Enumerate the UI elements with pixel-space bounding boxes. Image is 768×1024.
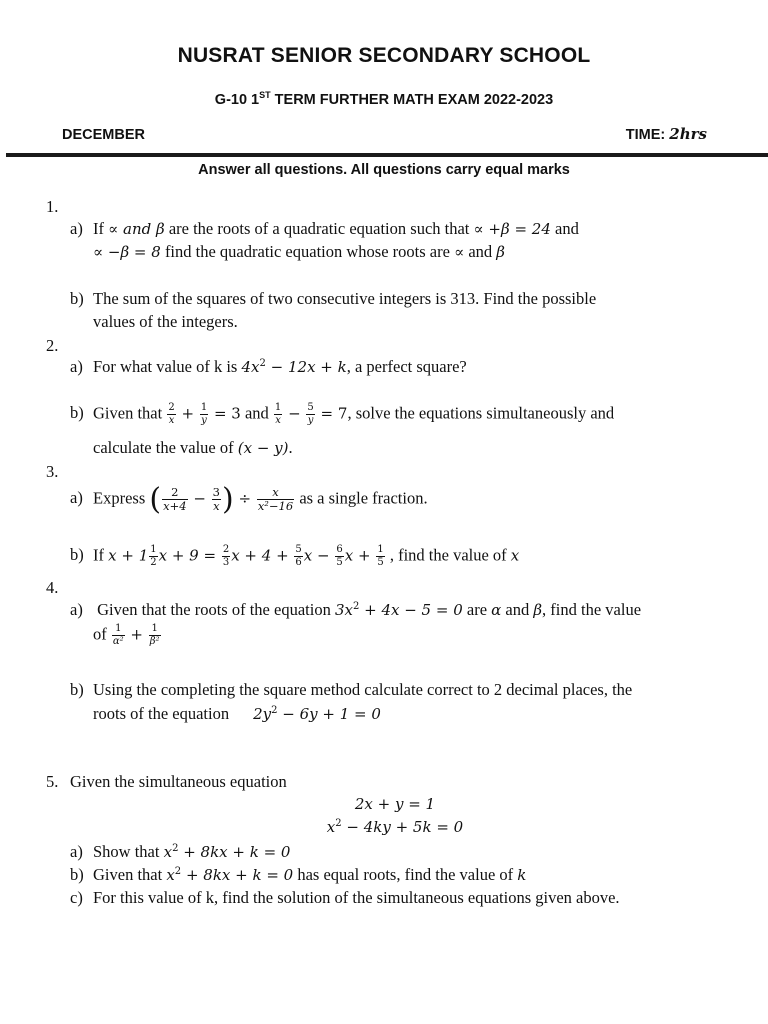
question-part-continued: calculate the value of (x − y). (93, 438, 293, 457)
header-divider (6, 153, 768, 157)
question-part: a) If ∝ and β are the roots of a quadratic equation such that ∝ +β = 24 and (70, 219, 579, 238)
question-number: 4. (46, 578, 59, 597)
question-number: 3. (46, 462, 59, 481)
question-number: 2. (46, 336, 59, 355)
question-part: b) The sum of the squares of two consecutive integers is 313. Find the possible (70, 289, 597, 308)
question-part-continued: ∝ −β = 8 find the quadratic equation whose roots are ∝ and β (93, 242, 505, 261)
question-part: a) Express ( $\frac{2}{x+4}$ − $\frac{3}{x}$ ) ÷ $\frac{x}{\text{x²−16}}$ as a single fraction. (70, 482, 428, 517)
question-part: b) If x + 1 $\frac{1}{2}$ x + 9 = $\frac{2}{3}$ x + 4 + $\frac{5}{6}$ x − $\frac{6}{5}$ x + $\frac{1}{5}$ , find the value of x (70, 544, 520, 568)
question-part: b) Given that $x^2 + 8kx + k = 0$ has equal roots, find the value of k (70, 865, 527, 884)
instructions: Answer all questions. All questions carry equal marks (198, 162, 570, 178)
question-number: 5. (46, 772, 59, 791)
equation: 2x + y = 1 (354, 795, 436, 813)
question-part: c) For this value of k, find the solution of the simultaneous equations given above. (70, 888, 620, 907)
question-part: b) Using the completing the square method calculate correct to 2 decimal places, the (70, 680, 633, 699)
question-part: a) Show that $x^2 + 8kx + k = 0$ (70, 842, 291, 861)
question-number: 1. (46, 197, 59, 216)
exam-duration: TIME: 2hrs (625, 125, 707, 143)
school-name: NUSRAT SENIOR SECONDARY SCHOOL (177, 44, 591, 67)
question-part: a) Given that the roots of the equation $3x^2 + 4x - 5 = 0$ are α and β, find the value (70, 600, 642, 619)
question-part-continued: of $\frac{1}{\text{α²}}$ + $\frac{1}{\text{β²}}$ (93, 623, 160, 647)
question-part-continued: roots of the equation $2y^2 - 6y + 1 = 0$ (93, 704, 381, 723)
equation: $x^2 - 4ky + 5k = 0$ (326, 818, 464, 836)
question-part: b) Given that $\frac{2}{x}$ + $\frac{1}{y}$ = 3 and $\frac{1}{x}$ − $\frac{5}{y}$ = 7, solve the equations simultaneously and (70, 402, 615, 426)
question-intro: Given the simultaneous equation (70, 772, 287, 791)
exam-month: DECEMBER (62, 127, 145, 143)
question-part: a) For what value of k is $4x^2 - 12x + k$, a perfect square? (70, 357, 467, 376)
question-part-continued: values of the integers. (93, 312, 238, 331)
exam-title: G-10 1ST TERM FURTHER MATH EXAM 2022-2023 (214, 90, 554, 108)
